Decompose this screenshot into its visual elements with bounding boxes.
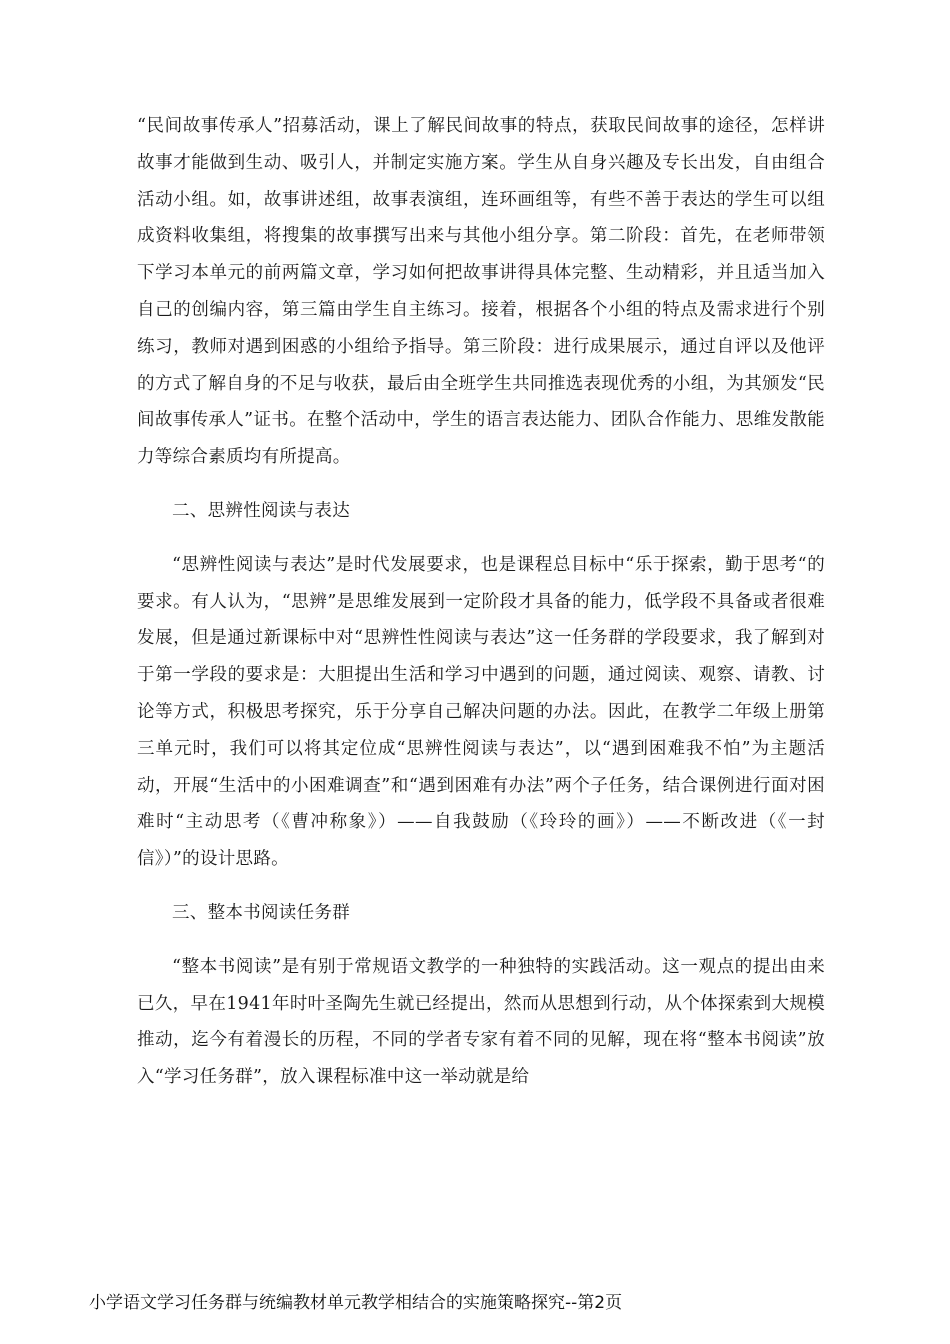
document-body	[137, 108, 825, 1096]
section-heading-whole-book-reading: 三、整本书阅读任务群	[172, 902, 350, 923]
page-footer: 小学语文学习任务群与统编教材单元教学相结合的实施策略探究--第2页	[89, 1293, 623, 1313]
paragraph-critical-reading: “思辨性阅读与表达”是时代发展要求，也是课程总目标中“乐于探索，勤于思考“的要求。有人认为，“思辨”是思维发展到一定阶段才具备的能力，低学段不具备或者很难发展，但是通过新课标中对“思辨性性阅读与表达”这一任务群的学段要求，我了解到对于第一学段的要求是：大胆提出生活和学习中遇到的问题，通过阅读、观察、请教、讨论等方式，积极思考探究，乐于分享自己解决问题的办法。因此，在教学二年级上册第三单元时，我们可以将其定位成“思辨性阅读与表达”，以“遇到困难我不怕”为主题活动，开展“生活中的小困难调查”和“遇到困难有办法”两个子任务，结合课例进行面对困难时“主动思考（《曹冲称象》）——自我鼓励（《玲玲的画》）——不断改进（《一封信》）”的设计思路。	[137, 554, 825, 870]
paragraph-activity-stages: “民间故事传承人”招募活动，课上了解民间故事的特点，获取民间故事的途径，怎样讲故事才能做到生动、吸引人，并制定实施方案。学生从自身兴趣及专长出发，自由组合活动小组。如，故事讲述组，故事表演组，连环画组等，有些不善于表达的学生可以组成资料收集组，将搜集的故事撰写出来与其他小组分享。第二阶段：首先，在老师带领下学习本单元的前两篇文章，学习如何把故事讲得具体完整、生动精彩，并且适当加入自己的创编内容，第三篇由学生自主练习。接着，根据各个小组的特点及需求进行个别练习，教师对遇到困惑的小组给予指导。第三阶段：进行成果展示，通过自评以及他评的方式了解自身的不足与收获，最后由全班学生共同推选表现优秀的小组，为其颁发“民间故事传承人”证书。在整个活动中，学生的语言表达能力、团队合作能力、思维发散能力等综合素质均有所提高。	[137, 116, 825, 468]
section-heading-critical-reading: 二、思辨性阅读与表达	[172, 500, 350, 521]
paragraph-whole-book-reading: “整本书阅读”是有别于常规语文教学的一种独特的实践活动。这一观点的提出由来已久，早在1941年时叶圣陶先生就已经提出，然而从思想到行动，从个体探索到大规模推动，迄今有着漫长的历程，不同的学者专家有着不同的见解，现在将“整本书阅读”放入“学习任务群”，放入课程标准中这一举动就是给	[137, 956, 825, 1088]
